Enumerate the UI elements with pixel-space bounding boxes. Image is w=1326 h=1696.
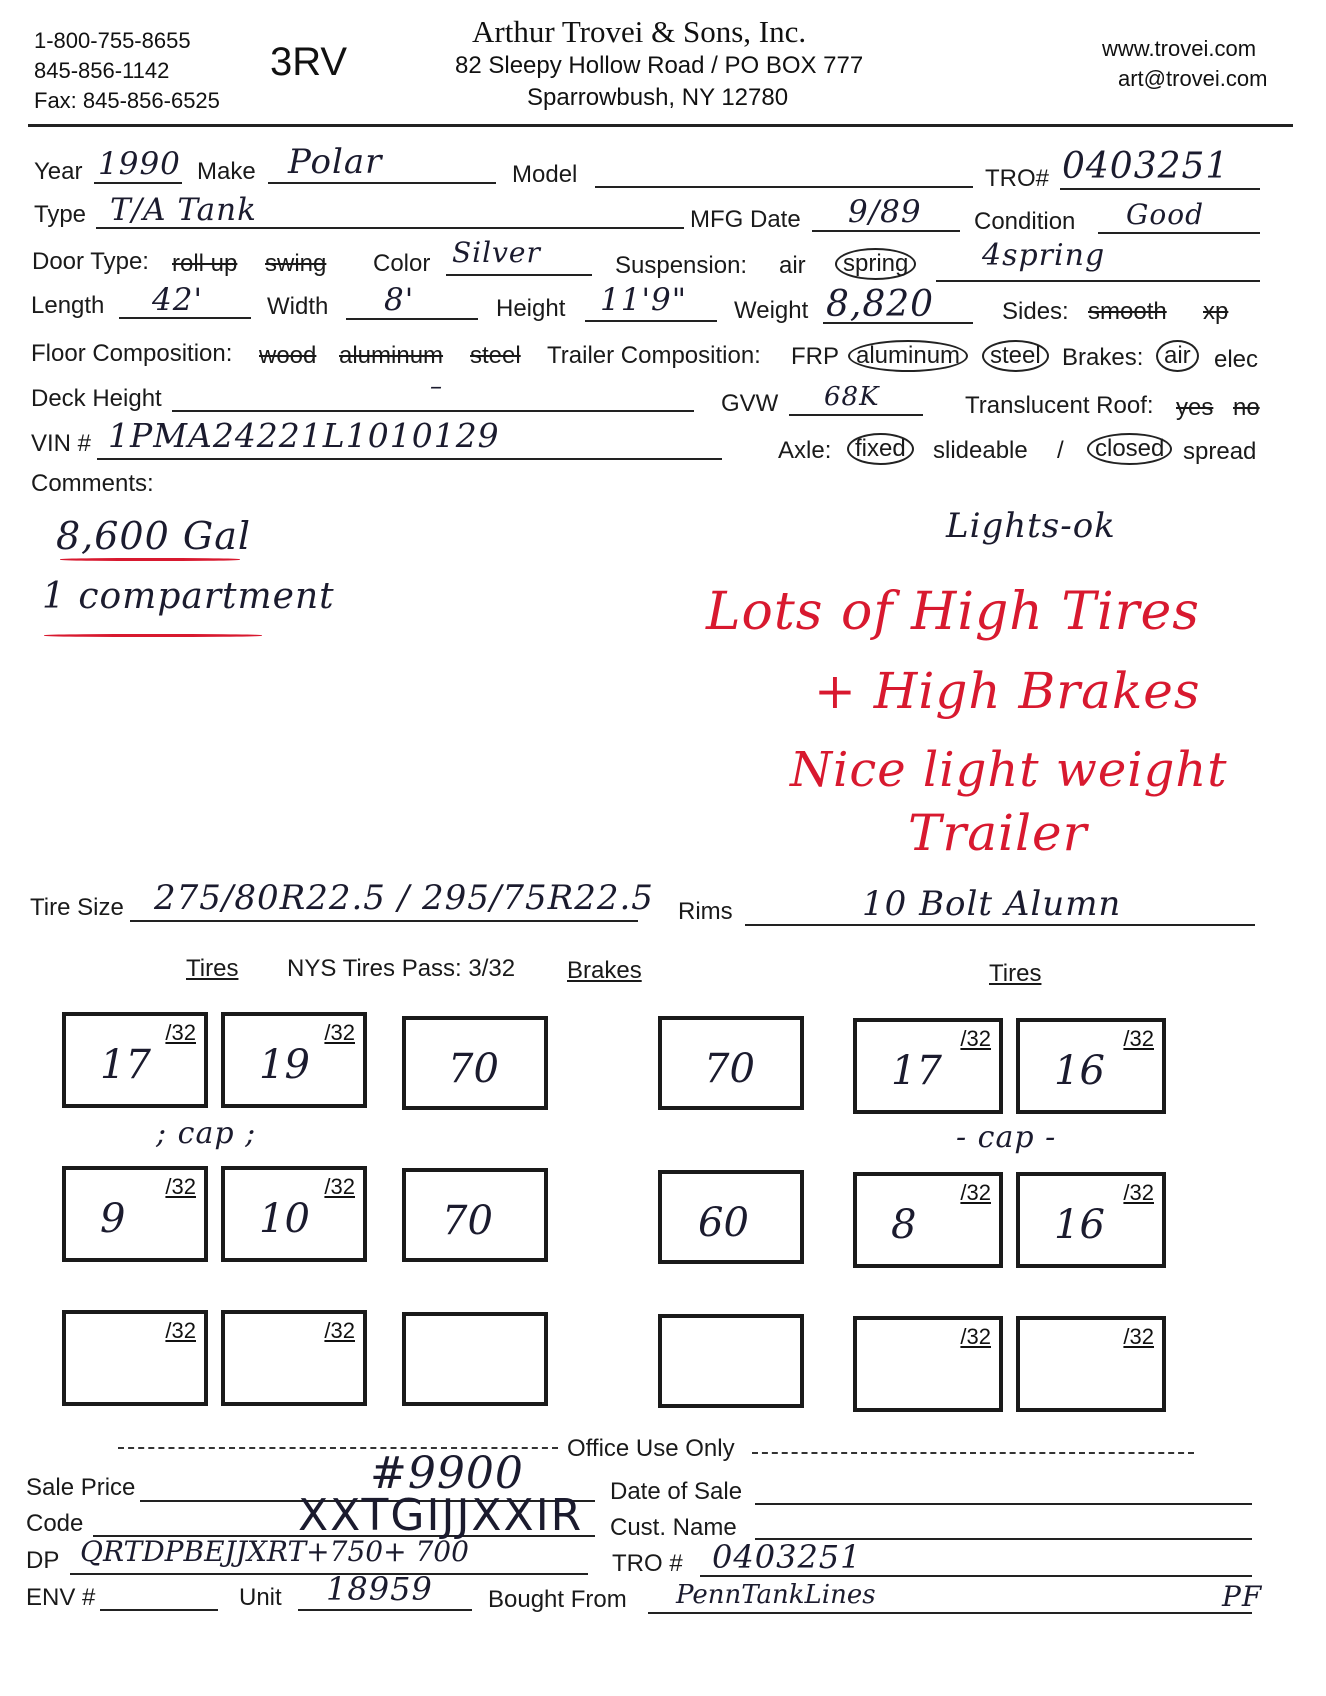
tread-value: 16 <box>1054 1202 1105 1248</box>
company-email: art@trovei.com <box>1118 66 1268 91</box>
vin-value[interactable]: 1PMA24221L1010129 <box>108 416 500 455</box>
comments-label: Comments: <box>31 470 154 497</box>
condition-label: Condition <box>974 208 1076 235</box>
width-label: Width <box>267 293 329 320</box>
right-brake-3[interactable] <box>658 1314 804 1408</box>
axle-option-spread[interactable]: spread <box>1183 438 1257 465</box>
trailer-composition-label: Trailer Composition: <box>547 342 761 369</box>
tire-size-value[interactable]: 275/80R22.5 / 295/75R22.5 <box>154 878 654 918</box>
company-address-2: Sparrowbush, NY 12780 <box>527 84 789 111</box>
brakes-label: Brakes: <box>1062 344 1144 371</box>
comment-capacity-underline <box>60 558 240 561</box>
year-value[interactable]: 1990 <box>98 146 181 182</box>
height-line <box>585 320 717 322</box>
door-type-label: Door Type: <box>32 248 149 275</box>
axle-option-slideable[interactable]: slideable <box>933 437 1028 464</box>
tread-value: 17 <box>891 1048 942 1094</box>
tread-fraction: /32 <box>324 1318 355 1343</box>
make-line <box>268 182 496 184</box>
vin-line <box>97 458 722 460</box>
left-tire-inner-2[interactable] <box>221 1166 367 1262</box>
tread-value: 19 <box>259 1042 310 1088</box>
tro-line <box>1060 188 1260 190</box>
tro-value[interactable]: 0403251 <box>1062 146 1230 187</box>
left-tire-outer-3[interactable] <box>62 1310 208 1406</box>
floor-option-steel[interactable]: steel <box>470 342 521 369</box>
office-tro-label: TRO # <box>612 1550 683 1577</box>
left-brake-2[interactable] <box>402 1168 548 1262</box>
suspension-label: Suspension: <box>615 252 748 279</box>
year-label: Year <box>34 158 83 185</box>
rims-label: Rims <box>678 898 733 925</box>
condition-line <box>1098 232 1260 234</box>
tread-fraction: /32 <box>165 1174 196 1199</box>
nys-tires-pass: NYS Tires Pass: 3/32 <box>287 955 516 982</box>
height-label: Height <box>496 295 566 322</box>
gvw-value[interactable]: 68K <box>824 382 880 412</box>
brake-value: 70 <box>448 1046 499 1092</box>
tread-value: 16 <box>1054 1048 1105 1094</box>
mfg-date-value[interactable]: 9/89 <box>848 194 922 230</box>
type-value[interactable]: T/A Tank <box>110 192 257 228</box>
left-tire-inner-1[interactable] <box>221 1012 367 1108</box>
bought-from-value[interactable]: PennTankLines <box>676 1580 876 1610</box>
make-label: Make <box>197 158 256 185</box>
suspension-note[interactable]: 4spring <box>982 238 1106 273</box>
comment-red-3[interactable]: Nice light weight <box>790 742 1228 798</box>
mfg-date-line <box>812 230 960 232</box>
tread-fraction: /32 <box>1123 1026 1154 1051</box>
suspension-note-line <box>936 280 1260 282</box>
tread-fraction: /32 <box>960 1026 991 1051</box>
brakes-header: Brakes <box>567 957 642 984</box>
right-tire-outer-1[interactable] <box>1016 1018 1166 1114</box>
brake-value: 60 <box>698 1200 749 1246</box>
vin-label: VIN # <box>31 430 92 457</box>
office-use-header: Office Use Only <box>567 1435 735 1462</box>
condition-value[interactable]: Good <box>1126 198 1205 231</box>
model-line <box>595 186 973 188</box>
length-label: Length <box>31 292 105 319</box>
unit-line <box>298 1609 472 1611</box>
right-brake-2[interactable] <box>658 1170 804 1264</box>
tread-fraction: /32 <box>324 1174 355 1199</box>
company-website: www.trovei.com <box>1102 36 1257 61</box>
translucent-roof-label: Translucent Roof: <box>965 392 1154 419</box>
tire-size-line <box>130 920 638 922</box>
comment-red-1[interactable]: Lots of High Tires <box>706 582 1200 642</box>
cap-note-left: ; cap ; <box>156 1116 257 1151</box>
cap-note-right: - cap - <box>956 1120 1057 1155</box>
door-option-roll-up[interactable]: roll up <box>172 250 238 277</box>
comment-compartment-underline <box>44 634 262 637</box>
tread-fraction: /32 <box>1123 1180 1154 1205</box>
code-label: Code <box>26 1510 84 1537</box>
tread-fraction: /32 <box>324 1020 355 1045</box>
width-line <box>346 318 478 320</box>
brakes-option-air[interactable]: air <box>1156 340 1199 372</box>
unit-value[interactable]: 18959 <box>326 1570 433 1608</box>
cust-name-label: Cust. Name <box>610 1514 737 1541</box>
date-of-sale-line <box>755 1503 1252 1505</box>
axle-option-closed[interactable]: closed <box>1087 433 1172 465</box>
floor-composition-label: Floor Composition: <box>31 340 233 367</box>
right-brake-1[interactable] <box>658 1016 804 1110</box>
comment-red-2[interactable]: + High Brakes <box>814 662 1201 720</box>
company-address-1: 82 Sleepy Hollow Road / PO BOX 777 <box>455 52 864 79</box>
mfg-date-label: MFG Date <box>690 206 801 233</box>
roof-option-yes[interactable]: yes <box>1176 394 1214 421</box>
width-value[interactable]: 8' <box>384 282 415 318</box>
tread-value: 8 <box>891 1202 917 1248</box>
right-tire-inner-3[interactable] <box>853 1316 1003 1412</box>
tread-fraction: /32 <box>960 1180 991 1205</box>
header-rule <box>28 124 1293 127</box>
left-tire-outer-2[interactable] <box>62 1166 208 1262</box>
brake-value: 70 <box>442 1198 493 1244</box>
right-tire-outer-2[interactable] <box>1016 1172 1166 1268</box>
year-line <box>94 182 182 184</box>
dp-value[interactable]: QRTDPBEJJXRT+750+ 700 <box>80 1535 469 1568</box>
suspension-option-spring[interactable]: spring <box>835 248 916 280</box>
tread-value: 9 <box>100 1196 126 1242</box>
comment-lights[interactable]: Lights-ok <box>946 506 1116 546</box>
tread-value: 17 <box>100 1042 151 1088</box>
right-tire-inner-1[interactable] <box>853 1018 1003 1114</box>
axle-separator: / <box>1057 437 1064 464</box>
comment-capacity[interactable]: 8,600 Gal <box>56 514 252 558</box>
office-divider-right <box>752 1452 1194 1454</box>
tire-size-label: Tire Size <box>30 894 124 921</box>
bought-from-label: Bought From <box>488 1586 627 1613</box>
deck-height-value[interactable]: – <box>430 372 443 400</box>
suspension-option-air[interactable]: air <box>779 252 806 279</box>
type-label: Type <box>34 201 87 228</box>
brakes-option-elec[interactable]: elec <box>1214 346 1259 373</box>
left-brake-3[interactable] <box>402 1312 548 1406</box>
fax: Fax: 845-856-6525 <box>34 88 220 113</box>
tread-fraction: /32 <box>165 1318 196 1343</box>
door-option-swing[interactable]: swing <box>265 250 327 277</box>
floor-option-wood[interactable]: wood <box>259 342 317 369</box>
comment-red-4[interactable]: Trailer <box>908 804 1088 862</box>
color-value[interactable]: Silver <box>452 236 541 269</box>
dp-label: DP <box>26 1547 60 1574</box>
tro-label: TRO# <box>985 165 1050 192</box>
weight-label: Weight <box>734 297 809 324</box>
make-value[interactable]: Polar <box>288 142 383 182</box>
env-label: ENV # <box>26 1584 96 1611</box>
right-tire-inner-2[interactable] <box>853 1172 1003 1268</box>
height-value[interactable]: 11'9" <box>600 282 687 318</box>
length-value[interactable]: 42' <box>152 282 203 318</box>
sides-option-xp[interactable]: xp <box>1203 298 1229 325</box>
gvw-label: GVW <box>721 390 779 417</box>
left-tire-outer-1[interactable] <box>62 1012 208 1108</box>
axle-label: Axle: <box>778 437 832 464</box>
phone-2: 845-856-1142 <box>34 58 170 83</box>
color-label: Color <box>373 250 431 277</box>
unit-label: Unit <box>239 1584 282 1611</box>
form-code: 3RV <box>270 40 348 84</box>
tread-fraction: /32 <box>1123 1324 1154 1349</box>
deck-height-label: Deck Height <box>31 385 162 412</box>
gvw-line <box>789 414 923 416</box>
weight-value[interactable]: 8,820 <box>826 284 935 325</box>
date-of-sale-label: Date of Sale <box>610 1478 743 1505</box>
color-line <box>446 274 592 276</box>
left-tire-inner-3[interactable] <box>221 1310 367 1406</box>
env-line <box>100 1609 218 1611</box>
right-tire-outer-3[interactable] <box>1016 1316 1166 1412</box>
floor-option-aluminum[interactable]: aluminum <box>339 342 444 369</box>
tires-header-left: Tires <box>186 955 239 982</box>
code-value[interactable]: XXTGIJJXXIR <box>298 1490 584 1541</box>
left-brake-1[interactable] <box>402 1016 548 1110</box>
comment-compartment[interactable]: 1 compartment <box>42 576 335 617</box>
axle-option-fixed[interactable]: fixed <box>847 433 914 465</box>
sale-price-value[interactable]: #9900 <box>370 1448 524 1499</box>
sides-option-smooth[interactable]: smooth <box>1088 298 1167 325</box>
office-tro-value[interactable]: 0403251 <box>712 1538 862 1576</box>
initials: PF <box>1222 1580 1263 1613</box>
company-name: Arthur Trovei & Sons, Inc. <box>472 14 807 49</box>
brake-value: 70 <box>704 1046 755 1092</box>
sides-label: Sides: <box>1002 298 1069 325</box>
trailer-option-frp[interactable]: FRP <box>791 343 839 370</box>
deck-height-line <box>172 410 694 412</box>
rims-value[interactable]: 10 Bolt Alumn <box>862 884 1122 924</box>
model-label: Model <box>512 161 578 188</box>
trailer-option-steel[interactable]: steel <box>982 340 1049 372</box>
tread-fraction: /32 <box>165 1020 196 1045</box>
phone-1: 1-800-755-8655 <box>34 28 191 53</box>
tread-value: 10 <box>259 1196 310 1242</box>
roof-option-no[interactable]: no <box>1233 394 1260 421</box>
trailer-option-aluminum[interactable]: aluminum <box>848 340 968 372</box>
rims-line <box>745 924 1255 926</box>
sale-price-label: Sale Price <box>26 1474 136 1501</box>
tread-fraction: /32 <box>960 1324 991 1349</box>
tires-header-right: Tires <box>989 960 1042 987</box>
bought-from-line <box>648 1612 1252 1614</box>
